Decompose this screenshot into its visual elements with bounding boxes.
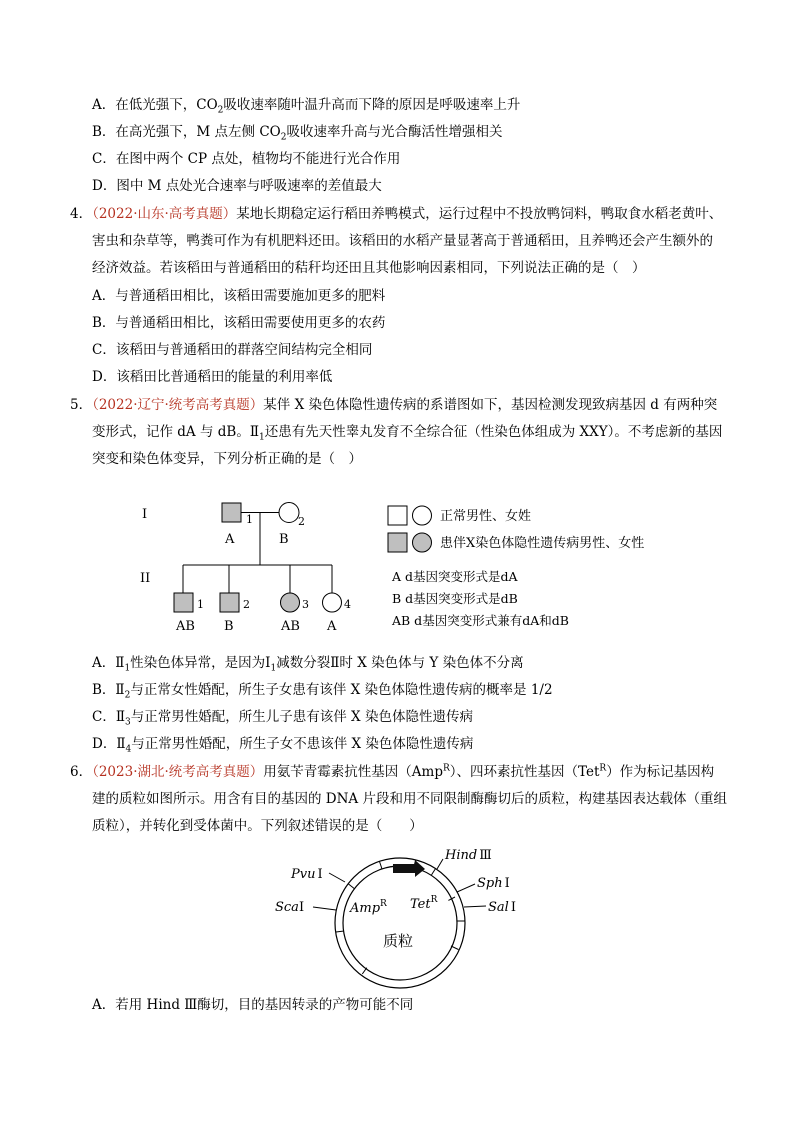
legend-db-text: B d基因突变形式是dB <box>392 591 518 606</box>
plasmid-outer-ring <box>335 858 465 988</box>
q4-stem-line3: 经济效益。若该稻田与普通稻田的秸秆均还田且其他影响因素相同，下列说法正确的是（ ） <box>92 260 646 276</box>
gen-2-label: II <box>140 571 151 586</box>
tet-label: Tet$^R$ <box>410 895 438 912</box>
legend-normal-female <box>413 506 432 525</box>
q5-stem-line2: 变形式，记作 dA 与 dB。$Ⅱ_1$还患有先天性睾丸发育不全综合征（性染色体组成为 XXY）。不考虑新的基因 <box>92 424 723 443</box>
q5-option-b: B．$Ⅱ_2$与正常女性婚配，所生子女患有该伴 X 染色体隐性遗传病的概率是 1/2 <box>92 682 553 701</box>
ii1-affected-male <box>174 593 193 612</box>
ii3-number: 3 <box>302 598 309 611</box>
q6-option-a: A．若用 Hind Ⅲ酶切，目的基因转录的产物可能不同 <box>92 997 414 1013</box>
q4-stem-line1: 4．（2022·山东·高考真题）某地长期稳定运行稻田养鸭模式，运行过程中不投放鸭饲料，鸭取食水稻老黄叶、 <box>70 206 723 222</box>
q4-option-d: D．该稻田比普通稻田的能量的利用率低 <box>92 369 333 385</box>
ii3-gene-label: AB <box>281 619 300 634</box>
q6-stem-line3: 质粒），并转化到受体菌中。下列叙述错误的是（ ） <box>92 818 423 834</box>
ii2-affected-male <box>220 593 239 612</box>
ii2-number: 2 <box>243 598 250 611</box>
sca-site-label: ScaⅠ <box>275 900 305 915</box>
q3-option-d: D．图中 M 点处光合速率与呼吸速率的差值最大 <box>92 178 382 194</box>
ii4-number: 4 <box>344 598 351 611</box>
plasmid-inner-ring <box>343 866 457 980</box>
ii4-gene-label: A <box>327 619 337 634</box>
q3-option-a: A．在低光强下，$CO_2$吸收速率随叶温升高而下降的原因是呼吸速率上升 <box>92 97 521 116</box>
i2-normal-female <box>279 503 299 523</box>
ii1-gene-label: AB <box>176 619 195 634</box>
ii3-affected-female <box>281 593 300 612</box>
plasmid-center-label: 质粒 <box>383 932 414 950</box>
i2-gene-label: B <box>279 532 289 547</box>
q4-option-b: B．与普通稻田相比，该稻田需要使用更多的农药 <box>92 315 386 331</box>
i1-gene-label: A <box>225 532 235 547</box>
gen-1-label: I <box>142 507 148 522</box>
q5-stem-line1: 5．（2022·辽宁·统考高考真题）某伴 X 染色体隐性遗传病的系谱图如下，基因检测发现致病基因 d 有两种突 <box>70 397 718 413</box>
legend-affected-male <box>388 533 407 552</box>
q5-option-a: A．$Ⅱ_1$性染色体异常，是因为$Ⅰ_1$减数分裂Ⅱ时 X 染色体与 Y 染色体不分离 <box>92 655 524 674</box>
pvu-site-label: Pvu Ⅰ <box>291 867 323 882</box>
pedigree-figure <box>130 495 690 640</box>
legend-normal-male <box>388 506 407 525</box>
legend-dadb-text: AB d基因突变形式兼有dA和dB <box>392 613 569 628</box>
q4-option-c: C．该稻田与普通稻田的群落空间结构完全相同 <box>92 342 373 358</box>
sal-site-label: Sal Ⅰ <box>488 900 516 915</box>
i1-affected-male <box>222 503 241 522</box>
ii2-gene-label: B <box>224 619 234 634</box>
q6-stem-line1: 6．（2023·湖北·统考高考真题）用氨苄青霉素抗性基因（Amp$^R$）、四环素抗性基因（Tet$^R$）作为标记基因构 <box>70 763 715 780</box>
plasmid-figure <box>265 842 535 992</box>
hind-site-label: Hind Ⅲ <box>445 848 492 863</box>
q3-option-c: C．在图中两个 CP 点处，植物均不能进行光合作用 <box>92 151 401 167</box>
promoter-arrow <box>393 860 425 877</box>
i1-number: 1 <box>246 513 253 526</box>
q5-stem-line3: 突变和染色体变异，下列分析正确的是（ ） <box>92 451 362 467</box>
q4-stem-line2: 害虫和杂草等，鸭粪可作为有机肥料还田。该稻田的水稻产量显著高于普通稻田，且养鸭还会产生额外的 <box>92 233 713 249</box>
q5-option-d: D．$Ⅱ_4$与正常男性婚配，所生子女不患该伴 X 染色体隐性遗传病 <box>92 736 474 755</box>
legend-affected-female <box>413 533 432 552</box>
legend-affected-text: 患伴X染色体隐性遗传病男性、女性 <box>440 536 645 551</box>
ii4-normal-female <box>323 593 342 612</box>
q6-stem-line2: 建的质粒如图所示。用含有目的基因的 DNA 片段和用不同限制酶酶切后的质粒，构建基因表达载体（重组 <box>92 791 727 807</box>
q4-option-a: A．与普通稻田相比，该稻田需要施加更多的肥料 <box>92 288 386 304</box>
i2-number: 2 <box>298 515 305 528</box>
amp-label: Amp$^R$ <box>350 899 387 916</box>
legend-normal-text: 正常男性、女姓 <box>440 509 532 524</box>
legend-da-text: A d基因突变形式是dA <box>392 569 518 584</box>
ii1-number: 1 <box>197 598 204 611</box>
q3-option-b: B．在高光强下，M 点左侧 $CO_2$吸收速率升高与光合酶活性增强相关 <box>92 124 503 143</box>
sph-site-label: Sph Ⅰ <box>477 876 510 891</box>
q5-option-c: C．$Ⅱ_3$与正常男性婚配，所生儿子患有该伴 X 染色体隐性遗传病 <box>92 709 473 728</box>
